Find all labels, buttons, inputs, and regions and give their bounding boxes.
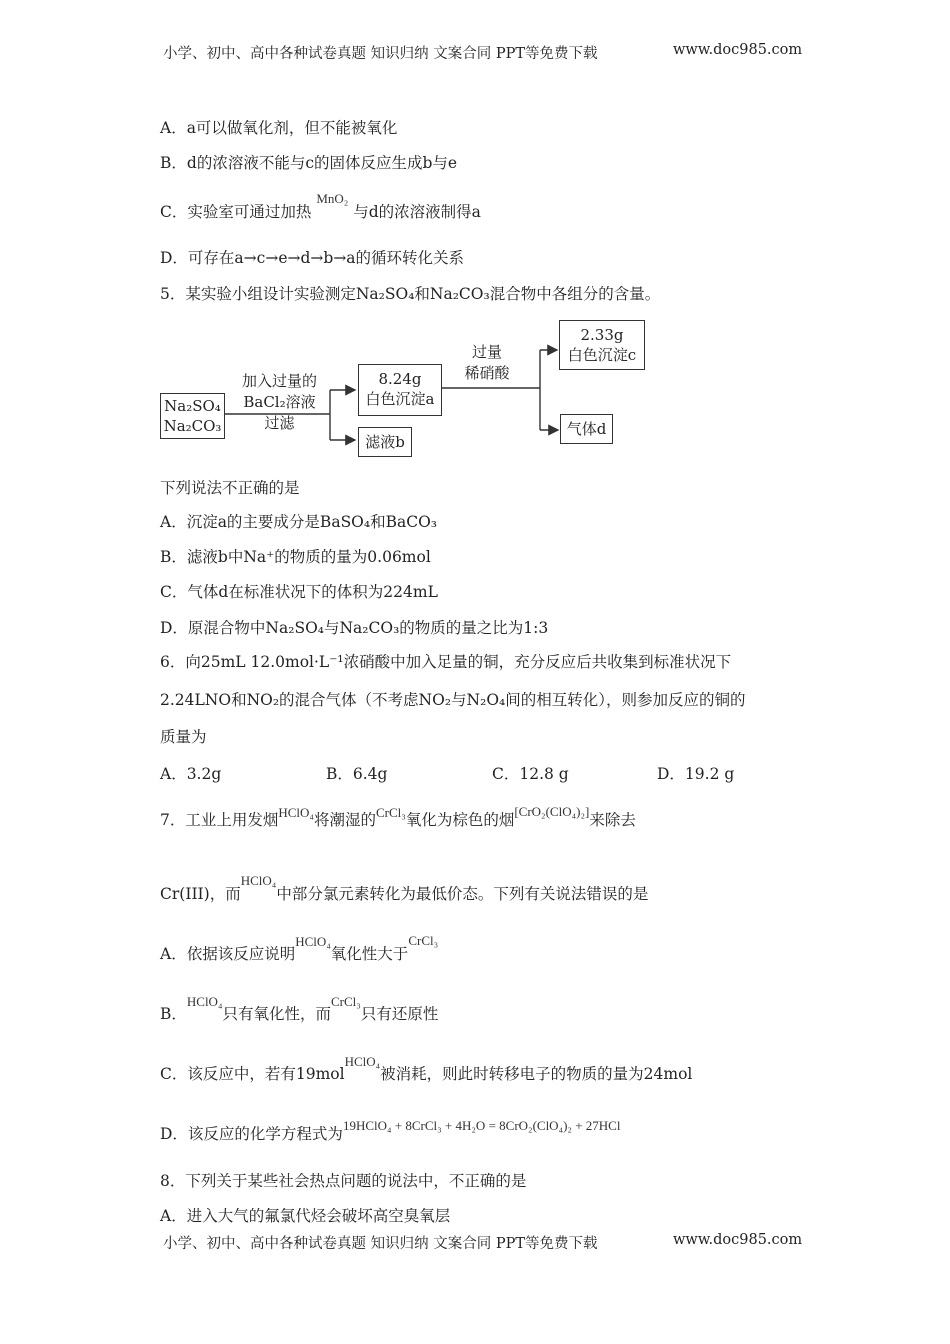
- q7-b-text-1: B．: [160, 1005, 187, 1023]
- formula-hclo4: HClO₄: [240, 873, 277, 888]
- q7-text-5: Cr(III)，而: [160, 885, 241, 903]
- q4-option-c-pre: C．实验室可通过加热: [160, 203, 312, 221]
- step2-line2: 稀硝酸: [464, 364, 510, 382]
- step2-line1: 过量: [471, 343, 502, 361]
- q7-text-4: 来除去: [589, 811, 636, 829]
- q8-stem: 8．下列关于某些社会热点问题的说法中，不正确的是: [160, 1172, 527, 1190]
- precipitate-a-label: 白色沉淀a: [365, 390, 435, 408]
- step1-label: [232, 371, 327, 434]
- start-na2co3: Na₂CO₃: [163, 417, 222, 435]
- q7-text-3: 氧化为棕色的烟: [405, 811, 515, 829]
- q7-c-text-1: C．该反应中，若有19mol: [160, 1065, 345, 1083]
- q7-stem-line1: [160, 804, 636, 831]
- q7-c-text-2: 被消耗，则此时转移电子的物质的量为24mol: [380, 1065, 693, 1083]
- q6-line3: 质量为: [160, 728, 207, 746]
- q6-option-c: C．12.8 g: [492, 765, 569, 783]
- q5-option-c: C．气体d在标准状况下的体积为224mL: [160, 583, 438, 601]
- q4-option-a: A．a可以做氧化剂，但不能被氧化: [160, 119, 398, 137]
- q7-option-a: [160, 933, 439, 965]
- q4-option-b: B．d的浓溶液不能与c的固体反应生成b与e: [160, 154, 458, 172]
- flow-arrows: [0, 0, 950, 480]
- q7-text-2: 将潮湿的: [313, 811, 376, 829]
- q7-b-text-3: 只有还原性: [360, 1005, 439, 1023]
- page-footer: [163, 1232, 803, 1253]
- q7-a-text-1: A．依据该反应说明: [160, 945, 296, 963]
- q5-stem: 5．某实验小组设计实验测定Na₂SO₄和Na₂CO₃混合物中各组分的含量。: [160, 285, 661, 303]
- formula-crcl3: CrCl₃: [408, 933, 439, 948]
- q6-option-b: B．6.4g: [326, 765, 388, 783]
- formula-crcl3: CrCl₃: [331, 994, 361, 1009]
- formula-cro2-clo4: [CrO₂(ClO₄)₂]: [514, 804, 590, 819]
- gas-d-box: [560, 414, 613, 444]
- formula-mno2: MnO₂: [316, 191, 349, 206]
- formula-equation: 19HClO₄ + 8CrCl₃ + 4H₂O = 8CrO₂(ClO₄)₂ + 27HCl: [342, 1118, 621, 1133]
- footer-site[interactable]: www.doc985.com: [673, 1232, 803, 1248]
- start-box: [160, 393, 225, 439]
- formula-hclo4: HClO₄: [295, 934, 331, 949]
- q7-option-d: [160, 1118, 621, 1145]
- q5-option-a: A．沉淀a的主要成分是BaSO₄和BaCO₃: [160, 513, 438, 531]
- gas-d-label: 气体d: [566, 420, 607, 438]
- q5-option-b: B．滤液b中Na⁺的物质的量为0.06mol: [160, 548, 431, 566]
- precipitate-a-mass: 8.24g: [378, 370, 422, 388]
- q6-line2: 2.24LNO和NO₂的混合气体（不考虑NO₂与N₂O₄间的相互转化），则参加反应的铜的: [160, 691, 746, 709]
- q7-text-6: 中部分氯元素转化为最低价态。下列有关说法错误的是: [276, 885, 649, 903]
- precipitate-c-mass: 2.33g: [580, 326, 624, 344]
- formula-hclo4: HClO₄: [344, 1054, 381, 1069]
- q5-flow-diagram: [0, 0, 950, 480]
- footer-text: 小学、初中、高中各种试卷真题 知识归纳 文案合同 PPT等免费下载: [163, 1236, 598, 1252]
- q7-text-1: 7．工业上用发烟: [160, 811, 279, 829]
- q5-option-d: D．原混合物中Na₂SO₄与Na₂CO₃的物质的量之比为1:3: [160, 619, 549, 637]
- q6-option-a: A．3.2g: [160, 765, 222, 783]
- q6-line1: 6．向25mL 12.0mol·L⁻¹浓硝酸中加入足量的铜，充分反应后共收集到标准状况下: [160, 653, 732, 671]
- q4-option-d: D．可存在a→c→e→d→b→a的循环转化关系: [160, 249, 465, 267]
- step1-line1: 加入过量的: [241, 372, 317, 390]
- q8-option-a: A．进入大气的氟氯代烃会破坏高空臭氧层: [160, 1207, 451, 1225]
- step1-line3: 过滤: [264, 414, 295, 432]
- q7-stem-line2: [160, 873, 649, 905]
- q5-question: 下列说法不正确的是: [160, 479, 300, 497]
- q7-b-text-2: 只有氧化性，而: [222, 1005, 331, 1023]
- q7-a-text-2: 氧化性大于: [330, 945, 409, 963]
- step2-label: [452, 342, 522, 384]
- q4-option-c-post: 与d的浓溶液制得a: [353, 203, 481, 221]
- step1-line2: BaCl₂溶液: [243, 393, 316, 411]
- header-text: 小学、初中、高中各种试卷真题 知识归纳 文案合同 PPT等免费下载: [163, 46, 598, 62]
- start-na2so4: Na₂SO₄: [164, 397, 221, 415]
- q6-option-d: D．19.2 g: [657, 765, 735, 783]
- q7-option-c: [160, 1054, 693, 1085]
- precipitate-a-box: [358, 364, 442, 416]
- formula-crcl3: CrCl₃: [375, 805, 406, 820]
- precipitate-c-label: 白色沉淀c: [567, 346, 637, 364]
- filtrate-b-box: [358, 427, 412, 457]
- header-site[interactable]: www.doc985.com: [673, 42, 803, 58]
- q7-option-b: [160, 994, 439, 1025]
- q7-d-text: D．该反应的化学方程式为: [160, 1125, 343, 1143]
- formula-hclo4: HClO₄: [278, 805, 314, 820]
- formula-hclo4: HClO₄: [186, 994, 223, 1009]
- filtrate-b-label: 滤液b: [365, 433, 405, 451]
- precipitate-c-box: [559, 320, 645, 370]
